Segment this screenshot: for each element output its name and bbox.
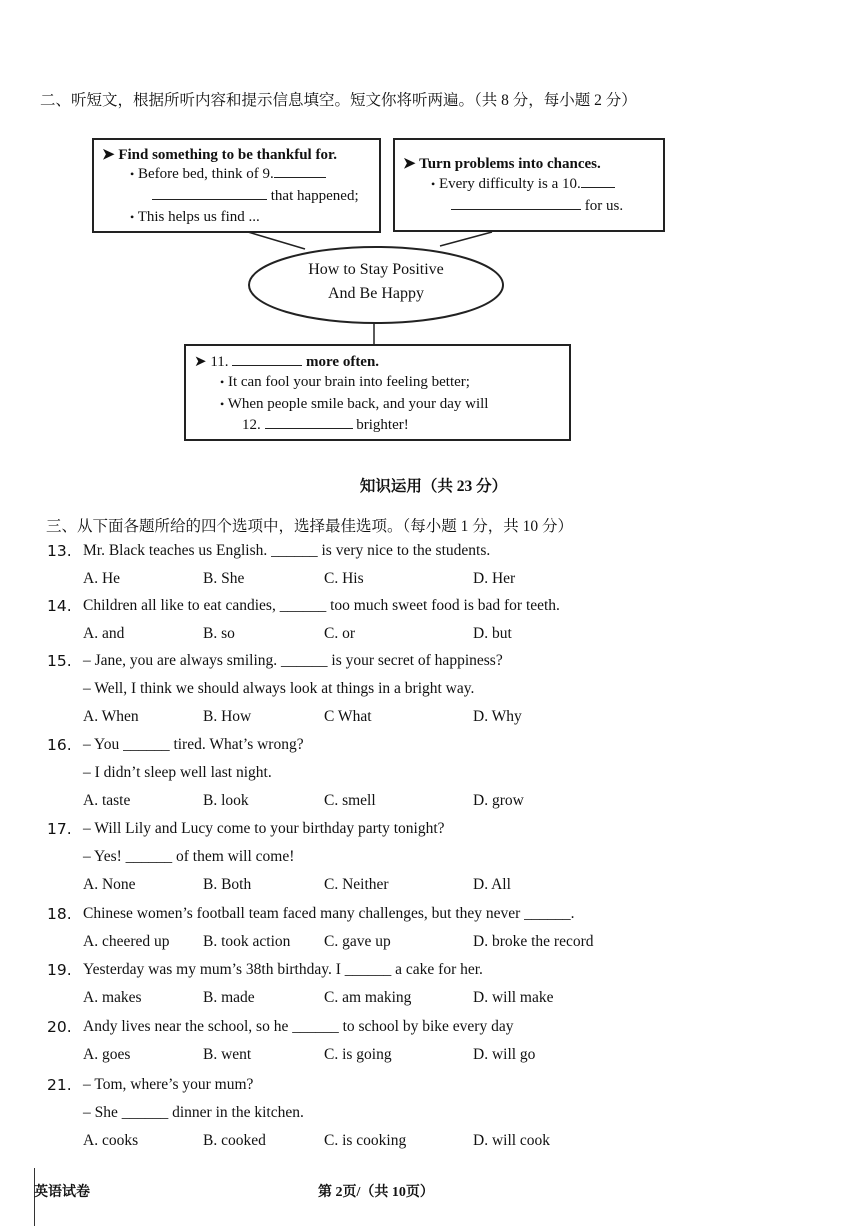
center-topic-line1: How to Stay Positive	[308, 261, 444, 278]
answer-option-a[interactable]: A. When	[83, 708, 139, 725]
question-dialogue-line: – Yes! ______ of them will come!	[83, 848, 295, 865]
bullet-icon: •	[130, 167, 135, 181]
center-topic-line2: And Be Happy	[328, 285, 424, 302]
question-number: 20.	[47, 1018, 72, 1036]
bullet-icon: •	[220, 375, 225, 389]
answer-option-d[interactable]: D. will cook	[473, 1132, 551, 1149]
bullet-icon: •	[130, 210, 135, 224]
question-number: 18.	[47, 905, 72, 923]
answer-option-b[interactable]: B. Both	[203, 876, 252, 893]
box3-heading: ➤ 11. more often.	[194, 354, 380, 370]
answer-option-d[interactable]: D. will make	[473, 989, 554, 1006]
answer-option-a[interactable]: A. taste	[83, 792, 131, 809]
question-number: 21.	[47, 1076, 72, 1094]
footer-subject: 英语试卷	[34, 1185, 90, 1200]
question-stem: Children all like to eat candies, ______ too much sweet food is bad for teeth.	[83, 597, 560, 614]
answer-option-d[interactable]: D. Her	[473, 570, 516, 587]
answer-option-d[interactable]: D. broke the record	[473, 933, 594, 950]
arrow-bullet-icon: ➤	[194, 354, 207, 370]
mind-map-box-smile	[184, 344, 571, 441]
answer-option-b[interactable]: B. took action	[203, 933, 291, 950]
question-number: 19.	[47, 961, 72, 979]
question-number: 13.	[47, 542, 72, 560]
answer-option-a[interactable]: A. None	[83, 876, 136, 893]
question-stem: – You ______ tired. What’s wrong?	[83, 736, 304, 753]
answer-option-d[interactable]: D. grow	[473, 792, 524, 809]
answer-option-b[interactable]: B. so	[203, 625, 235, 642]
answer-option-c[interactable]: C. or	[324, 625, 355, 642]
blank-9-cont[interactable]	[152, 199, 267, 200]
answer-option-b[interactable]: B. How	[203, 708, 252, 725]
box1-heading: ➤ Find something to be thankful for.	[102, 147, 337, 163]
section-3-title: 三、从下面各题所给的四个选项中，选择最佳选项。（每小题 1 分，共 10 分）	[46, 518, 574, 535]
blank-11[interactable]	[232, 365, 302, 366]
question-dialogue-line: – Well, I think we should always look at things in a bright way.	[83, 680, 475, 697]
answer-option-a[interactable]: A. cooks	[83, 1132, 139, 1149]
bullet-icon: •	[431, 177, 436, 191]
blank-12[interactable]	[265, 428, 353, 429]
answer-option-b[interactable]: B. She	[203, 570, 245, 587]
bullet-icon: •	[220, 397, 225, 411]
answer-option-c[interactable]: C. Neither	[324, 876, 389, 893]
answer-option-c[interactable]: C. is going	[324, 1046, 392, 1063]
answer-option-d[interactable]: D. Why	[473, 708, 522, 725]
box1-line3: • This helps us find ...	[130, 209, 260, 225]
answer-option-b[interactable]: B. look	[203, 792, 249, 809]
answer-option-c[interactable]: C. His	[324, 570, 364, 587]
answer-option-a[interactable]: A. cheered up	[83, 933, 170, 950]
answer-option-a[interactable]: A. makes	[83, 989, 142, 1006]
question-number: 16.	[47, 736, 72, 754]
answer-option-d[interactable]: D. All	[473, 876, 511, 893]
box2-line2: for us.	[451, 198, 623, 215]
box3-line1: • It can fool your brain into feeling better;	[220, 374, 470, 390]
mind-map-box-chances	[393, 138, 665, 232]
box1-line1: • Before bed, think of 9.	[130, 166, 326, 183]
answer-option-d[interactable]: D. but	[473, 625, 512, 642]
box1-line2: that happened;	[152, 188, 359, 205]
answer-option-b[interactable]: B. went	[203, 1046, 252, 1063]
answer-option-c[interactable]: C. smell	[324, 792, 376, 809]
answer-option-c[interactable]: C What	[324, 708, 372, 725]
box3-line3: 12. brighter!	[242, 417, 409, 433]
center-topic	[260, 258, 492, 306]
question-stem: – Jane, you are always smiling. ______ is your secret of happiness?	[83, 652, 503, 669]
answer-option-d[interactable]: D. will go	[473, 1046, 536, 1063]
answer-option-b[interactable]: B. made	[203, 989, 255, 1006]
blank-9[interactable]	[274, 177, 326, 178]
box2-heading: ➤ Turn problems into chances.	[403, 156, 601, 172]
question-number: 15.	[47, 652, 72, 670]
question-dialogue-line: – I didn’t sleep well last night.	[83, 764, 272, 781]
section-2-title: 二、听短文，根据所听内容和提示信息填空。短文你将听两遍。（共 8 分，每小题 2 分）	[40, 92, 637, 109]
answer-option-c[interactable]: C. gave up	[324, 933, 391, 950]
question-stem: Chinese women’s football team faced many challenges, but they never ______.	[83, 905, 575, 922]
answer-option-a[interactable]: A. goes	[83, 1046, 131, 1063]
blank-10[interactable]	[581, 187, 615, 188]
question-stem: Andy lives near the school, so he ______ to school by bike every day	[83, 1018, 514, 1035]
answer-option-a[interactable]: A. and	[83, 625, 125, 642]
arrow-bullet-icon: ➤	[102, 147, 115, 163]
arrow-bullet-icon: ➤	[403, 156, 416, 172]
question-stem: – Tom, where’s your mum?	[83, 1076, 254, 1093]
answer-option-c[interactable]: C. is cooking	[324, 1132, 407, 1149]
question-number: 14.	[47, 597, 72, 615]
answer-option-a[interactable]: A. He	[83, 570, 121, 587]
question-stem: Mr. Black teaches us English. ______ is very nice to the students.	[83, 542, 491, 559]
mind-map-box-thankful	[92, 138, 381, 233]
answer-option-b[interactable]: B. cooked	[203, 1132, 266, 1149]
answer-option-c[interactable]: C. am making	[324, 989, 412, 1006]
footer-page-number: 第 2页/（共 10页）	[318, 1185, 434, 1200]
question-stem: Yesterday was my mum’s 38th birthday. I ______ a cake for her.	[83, 961, 483, 978]
box2-line1: • Every difficulty is a 10.	[431, 176, 615, 193]
question-number: 17.	[47, 820, 72, 838]
box3-line2: • When people smile back, and your day will	[220, 396, 489, 412]
part-title: 知识运用（共 23 分）	[359, 478, 508, 495]
question-dialogue-line: – She ______ dinner in the kitchen.	[83, 1104, 304, 1121]
question-stem: – Will Lily and Lucy come to your birthday party tonight?	[83, 820, 445, 837]
blank-10-cont[interactable]	[451, 209, 581, 210]
